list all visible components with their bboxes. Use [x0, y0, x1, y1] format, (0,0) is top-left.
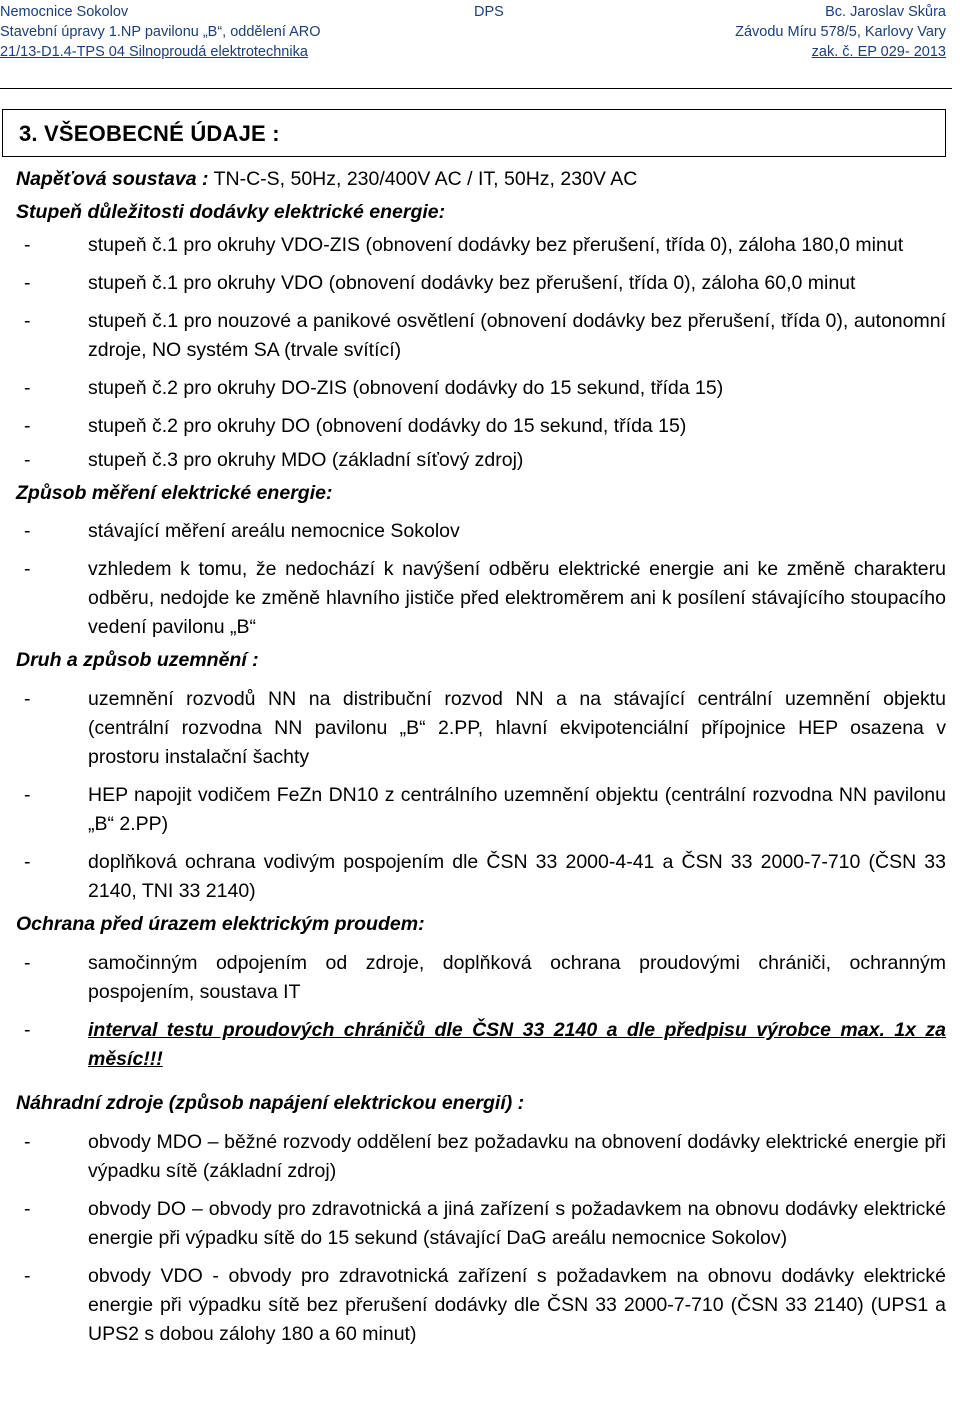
section-title-box: [2, 109, 946, 157]
list-item: - doplňková ochrana vodivým pospojením dle ČSN 33 2000-4-41 a ČSN 33 2000-7-710 (ČSN 33 2140, TNI 33 2140): [16, 848, 946, 906]
list-item: - stupeň č.1 pro nouzové a panikové osvětlení (obnovení dodávky bez přerušení, třída 0), autonomní zdroje, NO systém SA (trvale svítící): [16, 307, 946, 365]
header-hospital: Nemocnice Sokolov: [0, 4, 129, 20]
grounding-heading: Druh a způsob uzemnění :: [16, 649, 259, 671]
voltage-line: [16, 165, 946, 194]
backup-heading: Náhradní zdroje (způsob napájení elektrickou energií) :: [16, 1092, 525, 1114]
header-right: [735, 2, 946, 62]
voltage-value: TN-C-S, 50Hz, 230/400V AC / IT, 50Hz, 230V AC: [213, 168, 638, 190]
list-dash: -: [24, 1265, 31, 1287]
test-interval-note: interval testu proudových chráničů dle ČSN 33 2140 a dle předpisu výrobce max. 1x za měsíc!!!: [88, 1019, 946, 1070]
list-dash: -: [24, 310, 31, 332]
list-dash: -: [24, 272, 31, 294]
list-dash: -: [24, 688, 31, 710]
list-item: [16, 1016, 946, 1074]
measurement-heading: Způsob měření elektrické energie:: [16, 482, 333, 504]
header-address: Závodu Míru 578/5, Karlovy Vary: [735, 24, 946, 40]
list-dash: -: [24, 449, 31, 471]
document-body: [16, 165, 946, 1349]
list-item: - obvody MDO – běžné rozvody oddělení bez požadavku na obnovení dodávky elektrické energie při výpadku sítě (základní zdroj): [16, 1128, 946, 1186]
list-dash: -: [24, 1019, 31, 1041]
voltage-label: Napěťová soustava :: [16, 168, 209, 190]
list-dash: -: [24, 784, 31, 806]
list-item: - stupeň č.1 pro okruhy VDO (obnovení dodávky bez přerušení, třída 0), záloha 60,0 minut: [16, 269, 946, 298]
list-dash: -: [24, 415, 31, 437]
list-item: - stupeň č.2 pro okruhy DO-ZIS (obnovení dodávky do 15 sekund, třída 15): [16, 374, 946, 403]
list-item: - stupeň č.2 pro okruhy DO (obnovení dodávky do 15 sekund, třída 15): [16, 412, 946, 441]
list-dash: -: [24, 1198, 31, 1220]
supply-level-heading: Stupeň důležitosti dodávky elektrické energie:: [16, 201, 446, 223]
list-item: - uzemnění rozvodů NN na distribuční rozvod NN a na stávající centrální uzemnění objektu (centrální rozvodna NN pavilonu „B“ 2.PP, hlavní ekvipotenciální přípojnice HEP osazena v prostoru instalační šachty: [16, 685, 946, 772]
list-item: - vzhledem k tomu, že nedochází k navýšení odběru elektrické energie ani ke změně charakteru odběru, nedojde ke změně hlavního jističe před elektroměrem ani k posílení stávajícího stoupacího vedení pavilonu „B“: [16, 555, 946, 642]
list-dash: -: [24, 377, 31, 399]
protection-heading: Ochrana před úrazem elektrickým proudem:: [16, 913, 425, 935]
list-dash: -: [24, 558, 31, 580]
header-author: Bc. Jaroslav Skůra: [825, 4, 946, 20]
header-divider: [0, 88, 952, 89]
list-item: - stupeň č.1 pro okruhy VDO-ZIS (obnovení dodávky bez přerušení, třída 0), záloha 180,0 minut: [16, 231, 946, 260]
header-project: Stavební úpravy 1.NP pavilonu „B“, oddělení ARO: [0, 24, 321, 40]
list-item: - stávající měření areálu nemocnice Sokolov: [16, 517, 946, 546]
header-doc-number: 21/13-D1.4-TPS 04 Silnoproudá elektrotechnika: [0, 44, 308, 60]
list-item: - obvody VDO - obvody pro zdravotnická zařízení s požadavkem na obnovu dodávky elektrické energie při výpadku sítě bez přerušení dodávky dle ČSN 33 2000-7-710 (ČSN 33 2140) (UPS1 a UPS2 s dobou zálohy 180 a 60 minut): [16, 1262, 946, 1349]
list-dash: -: [24, 1131, 31, 1153]
list-item: - obvody DO – obvody pro zdravotnická a jiná zařízení s požadavkem na obnovu dodávky elektrické energie při výpadku sítě do 15 sekund (stávající DaG areálu nemocnice Sokolov): [16, 1195, 946, 1253]
page-header: [0, 0, 960, 86]
list-dash: -: [24, 234, 31, 256]
list-item: - samočinným odpojením od zdroje, doplňková ochrana proudovými chrániči, ochranným pospojením, soustava IT: [16, 949, 946, 1007]
list-item: - HEP napojit vodičem FeZn DN10 z centrálního uzemnění objektu (centrální rozvodna NN pavilonu „B“ 2.PP): [16, 781, 946, 839]
list-dash: -: [24, 520, 31, 542]
header-center: [474, 2, 504, 22]
list-dash: -: [24, 851, 31, 873]
header-left: [0, 2, 321, 62]
list-dash: -: [24, 952, 31, 974]
section-title: 3. VŠEOBECNÉ ÚDAJE :: [19, 121, 280, 146]
header-stage: DPS: [474, 4, 504, 20]
header-order-number: zak. č. EP 029- 2013: [811, 44, 946, 60]
list-item: - stupeň č.3 pro okruhy MDO (základní síťový zdroj): [16, 446, 946, 475]
